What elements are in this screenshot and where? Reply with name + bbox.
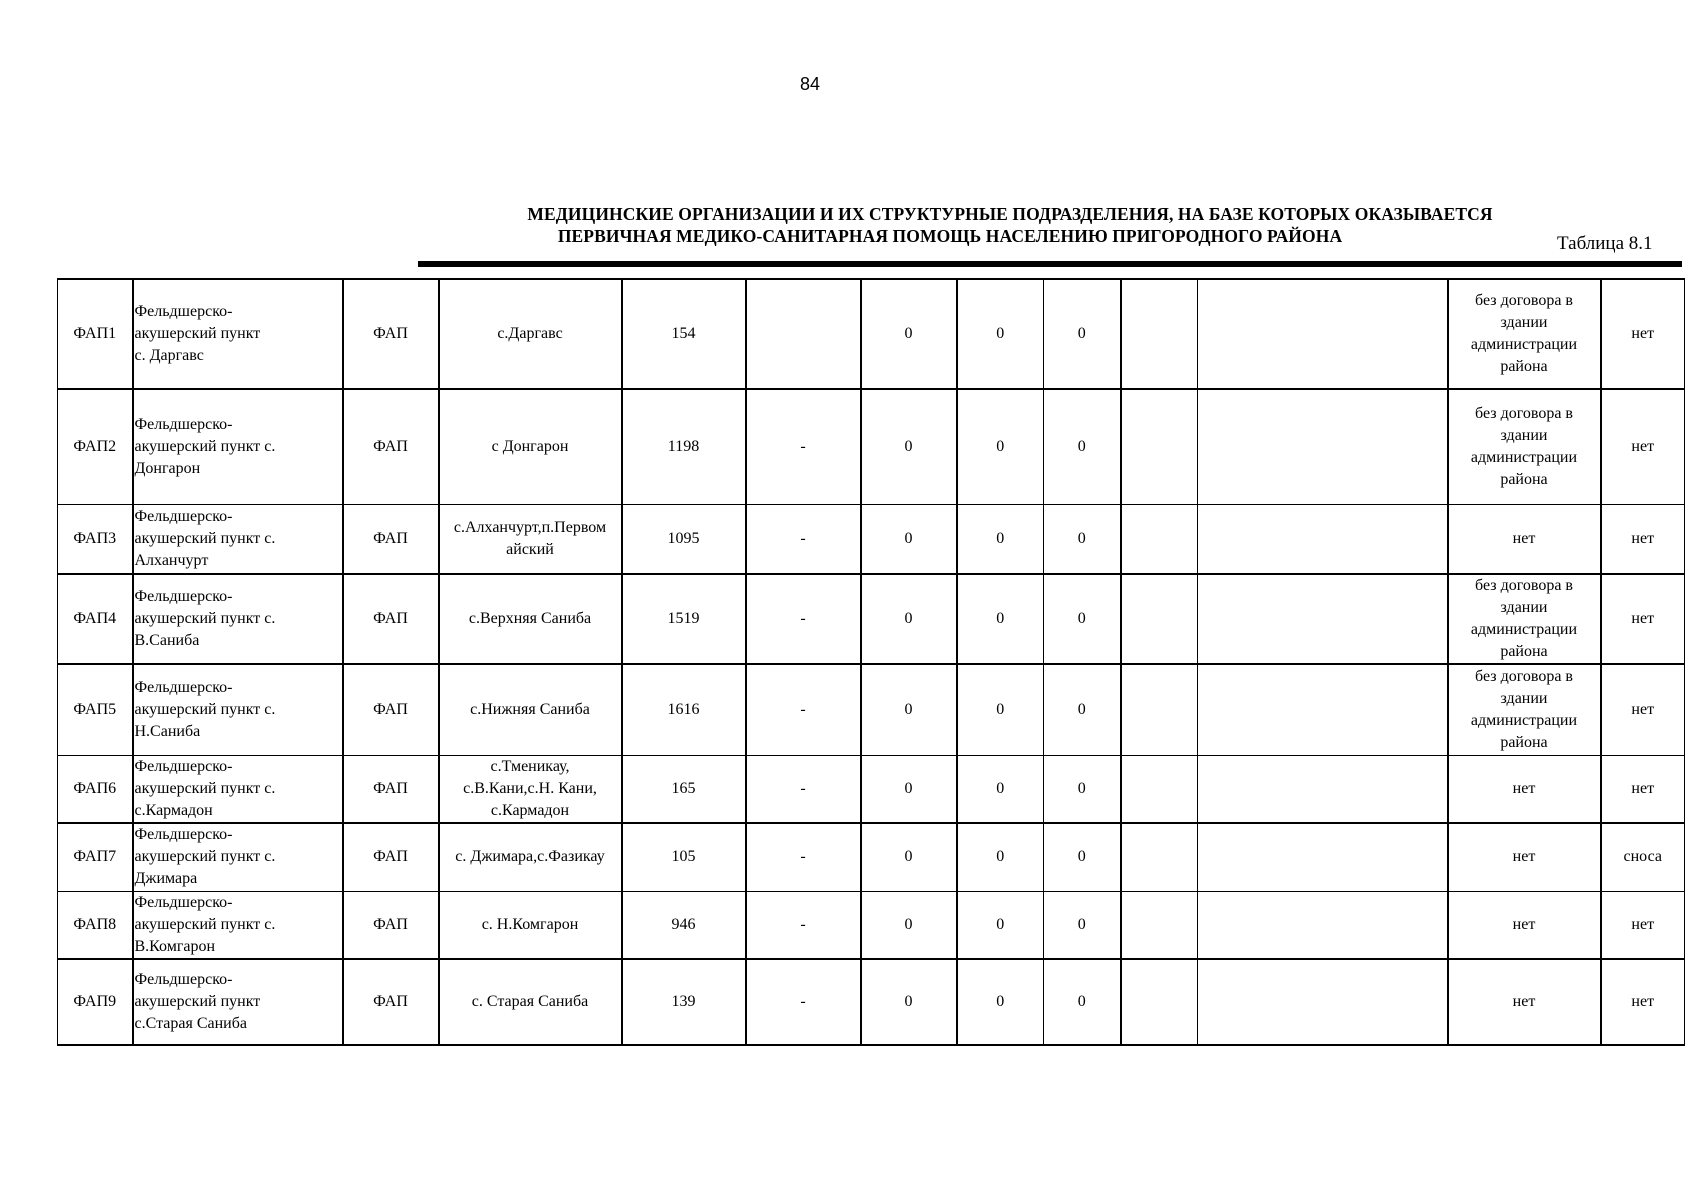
row-value-col9: 0 bbox=[1044, 959, 1121, 1045]
row-population: 154 bbox=[622, 279, 746, 389]
table-row bbox=[58, 755, 1685, 823]
row-value-col9: 0 bbox=[1044, 574, 1121, 664]
row-value-col11 bbox=[1198, 389, 1448, 504]
title-rule bbox=[418, 261, 1682, 267]
table-row bbox=[58, 389, 1685, 504]
row-value-col8: 0 bbox=[957, 823, 1044, 891]
row-premises: без договора в здании администрации района bbox=[1448, 389, 1601, 504]
row-type: ФАП bbox=[343, 279, 439, 389]
row-premises: без договора в здании администрации района bbox=[1448, 279, 1601, 389]
row-population: 1095 bbox=[622, 504, 746, 574]
row-name: Фельдшерско- акушерский пункт с. Н.Саниба bbox=[133, 664, 343, 755]
row-value-col7: 0 bbox=[861, 823, 957, 891]
title-line-1: МЕДИЦИНСКИЕ ОРГАНИЗАЦИИ И ИХ СТРУКТУРНЫЕ ПОДРАЗДЕЛЕНИЯ, НА БАЗЕ КОТОРЫХ ОКАЗЫВАЕТСЯ bbox=[527, 204, 1493, 224]
row-type: ФАП bbox=[343, 664, 439, 755]
row-status: нет bbox=[1601, 755, 1685, 823]
table-row bbox=[58, 891, 1685, 959]
row-name: Фельдшерско- акушерский пункт с. Алханчурт bbox=[133, 504, 343, 574]
row-name: Фельдшерско- акушерский пункт с. Джимара bbox=[133, 823, 343, 891]
row-value-col6: - bbox=[746, 664, 861, 755]
row-status: нет bbox=[1601, 279, 1685, 389]
row-value-col9: 0 bbox=[1044, 389, 1121, 504]
row-value-col8: 0 bbox=[957, 664, 1044, 755]
row-premises: нет bbox=[1448, 504, 1601, 574]
row-name: Фельдшерско- акушерский пункт с.Старая Саниба bbox=[133, 959, 343, 1045]
row-value-col8: 0 bbox=[957, 389, 1044, 504]
row-value-col10 bbox=[1121, 664, 1198, 755]
row-address: с.Тменикау, с.В.Кани,с.Н. Кани, с.Кармадон bbox=[439, 755, 622, 823]
row-population: 946 bbox=[622, 891, 746, 959]
row-code: ФАП8 bbox=[58, 891, 133, 959]
row-address: с.Верхняя Саниба bbox=[439, 574, 622, 664]
row-name: Фельдшерско- акушерский пункт с. В.Саниба bbox=[133, 574, 343, 664]
table-row bbox=[58, 279, 1685, 389]
row-population: 105 bbox=[622, 823, 746, 891]
row-value-col11 bbox=[1198, 504, 1448, 574]
row-code: ФАП6 bbox=[58, 755, 133, 823]
row-code: ФАП1 bbox=[58, 279, 133, 389]
row-value-col11 bbox=[1198, 755, 1448, 823]
row-premises: без договора в здании администрации района bbox=[1448, 574, 1601, 664]
row-code: ФАП5 bbox=[58, 664, 133, 755]
row-name: Фельдшерско- акушерский пункт с. Даргавс bbox=[133, 279, 343, 389]
row-address: с. Н.Комгарон bbox=[439, 891, 622, 959]
row-address: с.Даргавс bbox=[439, 279, 622, 389]
row-population: 1198 bbox=[622, 389, 746, 504]
row-status: нет bbox=[1601, 959, 1685, 1045]
row-value-col10 bbox=[1121, 504, 1198, 574]
row-value-col7: 0 bbox=[861, 389, 957, 504]
table-row bbox=[58, 959, 1685, 1045]
row-name: Фельдшерско- акушерский пункт с. Донгарон bbox=[133, 389, 343, 504]
row-value-col6: - bbox=[746, 823, 861, 891]
row-value-col9: 0 bbox=[1044, 891, 1121, 959]
table-row bbox=[58, 664, 1685, 755]
row-type: ФАП bbox=[343, 574, 439, 664]
row-status: нет bbox=[1601, 389, 1685, 504]
row-value-col8: 0 bbox=[957, 574, 1044, 664]
row-address: с Донгарон bbox=[439, 389, 622, 504]
row-type: ФАП bbox=[343, 891, 439, 959]
row-value-col7: 0 bbox=[861, 279, 957, 389]
row-value-col7: 0 bbox=[861, 755, 957, 823]
row-value-col11 bbox=[1198, 574, 1448, 664]
row-value-col10 bbox=[1121, 959, 1198, 1045]
row-status: нет bbox=[1601, 574, 1685, 664]
row-population: 1616 bbox=[622, 664, 746, 755]
row-value-col6 bbox=[746, 279, 861, 389]
row-value-col9: 0 bbox=[1044, 504, 1121, 574]
row-premises: нет bbox=[1448, 755, 1601, 823]
row-value-col10 bbox=[1121, 891, 1198, 959]
row-value-col7: 0 bbox=[861, 664, 957, 755]
row-value-col10 bbox=[1121, 389, 1198, 504]
row-name: Фельдшерско- акушерский пункт с. В.Комгарон bbox=[133, 891, 343, 959]
row-type: ФАП bbox=[343, 755, 439, 823]
table-caption: Таблица 8.1 bbox=[1557, 233, 1653, 254]
row-value-col6: - bbox=[746, 755, 861, 823]
row-status: сноса bbox=[1601, 823, 1685, 891]
row-value-col9: 0 bbox=[1044, 823, 1121, 891]
title-line-2: ПЕРВИЧНАЯ МЕДИКО-САНИТАРНАЯ ПОМОЩЬ НАСЕЛЕНИЮ ПРИГОРОДНОГО РАЙОНА bbox=[557, 226, 1343, 246]
row-value-col6: - bbox=[746, 504, 861, 574]
row-value-col9: 0 bbox=[1044, 279, 1121, 389]
row-value-col6: - bbox=[746, 959, 861, 1045]
row-code: ФАП4 bbox=[58, 574, 133, 664]
table-row bbox=[58, 504, 1685, 574]
row-premises: без договора в здании администрации района bbox=[1448, 664, 1601, 755]
row-value-col7: 0 bbox=[861, 959, 957, 1045]
row-code: ФАП3 bbox=[58, 504, 133, 574]
row-value-col9: 0 bbox=[1044, 664, 1121, 755]
fap-table bbox=[57, 278, 1685, 1046]
row-name: Фельдшерско- акушерский пункт с. с.Кармадон bbox=[133, 755, 343, 823]
fap-table-body bbox=[58, 279, 1685, 1045]
row-value-col7: 0 bbox=[861, 504, 957, 574]
row-type: ФАП bbox=[343, 959, 439, 1045]
row-population: 165 bbox=[622, 755, 746, 823]
row-value-col6: - bbox=[746, 574, 861, 664]
row-value-col6: - bbox=[746, 389, 861, 504]
row-code: ФАП2 bbox=[58, 389, 133, 504]
row-population: 1519 bbox=[622, 574, 746, 664]
row-value-col8: 0 bbox=[957, 504, 1044, 574]
row-population: 139 bbox=[622, 959, 746, 1045]
row-type: ФАП bbox=[343, 389, 439, 504]
row-code: ФАП9 bbox=[58, 959, 133, 1045]
row-address: с. Старая Саниба bbox=[439, 959, 622, 1045]
row-code: ФАП7 bbox=[58, 823, 133, 891]
row-value-col10 bbox=[1121, 823, 1198, 891]
row-type: ФАП bbox=[343, 504, 439, 574]
row-value-col8: 0 bbox=[957, 755, 1044, 823]
document-title bbox=[400, 203, 1620, 247]
table-row bbox=[58, 574, 1685, 664]
row-value-col6: - bbox=[746, 891, 861, 959]
row-value-col10 bbox=[1121, 279, 1198, 389]
row-value-col10 bbox=[1121, 574, 1198, 664]
row-value-col11 bbox=[1198, 664, 1448, 755]
row-value-col7: 0 bbox=[861, 891, 957, 959]
row-value-col10 bbox=[1121, 755, 1198, 823]
row-value-col11 bbox=[1198, 891, 1448, 959]
row-value-col11 bbox=[1198, 823, 1448, 891]
row-address: с.Нижняя Саниба bbox=[439, 664, 622, 755]
row-premises: нет bbox=[1448, 823, 1601, 891]
row-type: ФАП bbox=[343, 823, 439, 891]
table-row bbox=[58, 823, 1685, 891]
row-value-col9: 0 bbox=[1044, 755, 1121, 823]
row-status: нет bbox=[1601, 504, 1685, 574]
page-number: 84 bbox=[799, 74, 821, 94]
row-value-col11 bbox=[1198, 279, 1448, 389]
row-address: с.Алханчурт,п.Первом айский bbox=[439, 504, 622, 574]
row-status: нет bbox=[1601, 664, 1685, 755]
row-status: нет bbox=[1601, 891, 1685, 959]
row-premises: нет bbox=[1448, 959, 1601, 1045]
row-value-col7: 0 bbox=[861, 574, 957, 664]
row-value-col8: 0 bbox=[957, 959, 1044, 1045]
row-value-col8: 0 bbox=[957, 279, 1044, 389]
row-value-col11 bbox=[1198, 959, 1448, 1045]
row-premises: нет bbox=[1448, 891, 1601, 959]
row-value-col8: 0 bbox=[957, 891, 1044, 959]
row-address: с. Джимара,с.Фазикау bbox=[439, 823, 622, 891]
